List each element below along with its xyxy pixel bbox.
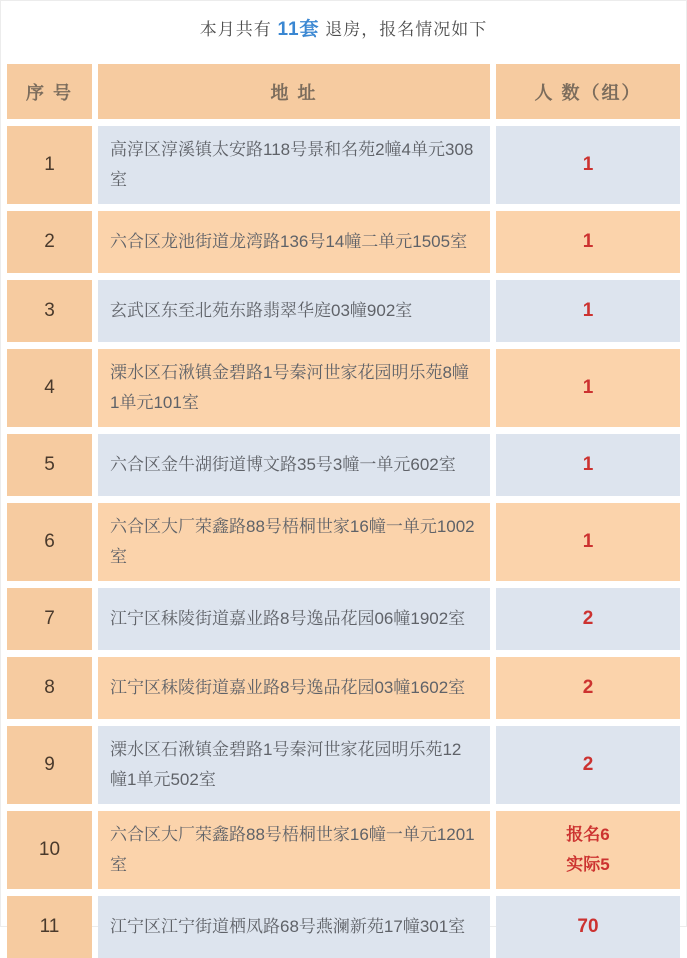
count-value: 1 — [582, 154, 594, 175]
row-index: 8 — [7, 657, 92, 719]
count-value: 1 — [582, 377, 594, 398]
row-index: 4 — [7, 349, 92, 427]
row-index: 6 — [7, 503, 92, 581]
housing-table — [7, 64, 680, 958]
table-row — [7, 503, 680, 581]
table-row — [7, 811, 680, 889]
row-count — [496, 434, 680, 496]
count-value: 70 — [577, 916, 599, 937]
row-address: 玄武区东至北苑东路翡翠华庭03幢902室 — [98, 280, 490, 342]
row-count — [496, 657, 680, 719]
row-index: 5 — [7, 434, 92, 496]
table-row — [7, 434, 680, 496]
count-value: 1 — [582, 531, 594, 552]
row-index: 9 — [7, 726, 92, 804]
row-index: 2 — [7, 211, 92, 273]
row-index: 10 — [7, 811, 92, 889]
header-address: 地 址 — [98, 64, 490, 119]
header-index: 序 号 — [7, 64, 92, 119]
table-row — [7, 657, 680, 719]
table-body — [7, 126, 680, 958]
row-address: 六合区金牛湖街道博文路35号3幢一单元602室 — [98, 434, 490, 496]
row-address: 六合区大厂荣鑫路88号梧桐世家16幢一单元1201室 — [98, 811, 490, 889]
row-count — [496, 896, 680, 958]
row-count — [496, 503, 680, 581]
table-header-row — [7, 64, 680, 119]
count-value: 1 — [582, 231, 594, 252]
row-address: 六合区龙池街道龙湾路136号14幢二单元1505室 — [98, 211, 490, 273]
title-prefix: 本月共有 — [199, 20, 278, 39]
count-value: 2 — [582, 677, 594, 698]
row-count — [496, 811, 680, 889]
row-address: 溧水区石湫镇金碧路1号秦河世家花园明乐苑12幢1单元502室 — [98, 726, 490, 804]
row-index: 1 — [7, 126, 92, 204]
table-row — [7, 211, 680, 273]
table-row — [7, 726, 680, 804]
row-count — [496, 349, 680, 427]
header-count: 人 数（组） — [496, 64, 680, 119]
row-address: 江宁区秣陵街道嘉业路8号逸品花园06幢1902室 — [98, 588, 490, 650]
table-row — [7, 126, 680, 204]
page-title — [1, 1, 686, 41]
count-value: 实际5 — [566, 855, 610, 874]
table-row — [7, 896, 680, 958]
table-row — [7, 280, 680, 342]
row-index: 3 — [7, 280, 92, 342]
row-count — [496, 126, 680, 204]
count-value: 报名6 — [566, 825, 610, 844]
title-unit-count: 11套 — [277, 19, 320, 40]
table-row — [7, 588, 680, 650]
row-index: 11 — [7, 896, 92, 958]
row-index: 7 — [7, 588, 92, 650]
row-count — [496, 211, 680, 273]
title-suffix: 退房，报名情况如下 — [319, 20, 488, 39]
row-address: 江宁区江宁街道栖凤路68号燕澜新苑17幢301室 — [98, 896, 490, 958]
table-row — [7, 349, 680, 427]
row-count — [496, 726, 680, 804]
row-address: 江宁区秣陵街道嘉业路8号逸品花园03幢1602室 — [98, 657, 490, 719]
row-address: 溧水区石湫镇金碧路1号秦河世家花园明乐苑8幢1单元101室 — [98, 349, 490, 427]
count-value: 1 — [582, 300, 594, 321]
row-address: 六合区大厂荣鑫路88号梧桐世家16幢一单元1002室 — [98, 503, 490, 581]
count-value: 1 — [582, 454, 594, 475]
count-value: 2 — [582, 754, 594, 775]
row-count — [496, 280, 680, 342]
count-value: 2 — [582, 608, 594, 629]
row-count — [496, 588, 680, 650]
row-address: 高淳区淳溪镇太安路118号景和名苑2幢4单元308室 — [98, 126, 490, 204]
